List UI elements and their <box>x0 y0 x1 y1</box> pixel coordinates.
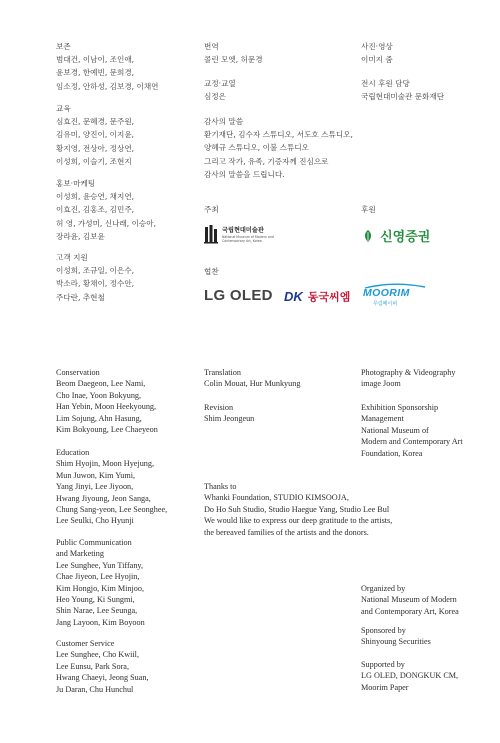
kr-translation <box>204 40 263 66</box>
kr-collaboration <box>204 265 219 278</box>
section-heading: Conservation <box>56 368 100 377</box>
section-heading: 고객 지원 <box>56 253 88 262</box>
section-heading: Sponsored by <box>361 626 406 635</box>
credit-line: 임소정, 안하성, 김보경, 이채연 <box>56 81 159 91</box>
credit-line: National Museum of <box>361 425 429 435</box>
mmca-logo-subtext: National Museum of Modern and Contemporary Art, Korea <box>222 235 274 243</box>
en-education <box>56 447 167 527</box>
section-heading: Supported by <box>361 660 405 669</box>
en-translation <box>204 367 300 390</box>
credit-line: 이성희, 조규일, 이은수, <box>56 266 135 276</box>
kr-photography <box>361 40 393 66</box>
section-heading: Public Communication <box>56 538 132 547</box>
section-heading: Organized by <box>361 584 406 593</box>
credit-line: National Museum of Modern <box>361 595 457 605</box>
credit-line: Lim Sojung, Ahn Hasung, <box>56 413 142 423</box>
dongkuk-logo-text: 동국씨엠 <box>307 290 351 304</box>
credit-line: image Joom <box>361 379 401 389</box>
credit-line: Hwang Chaeyi, Jeong Suan, <box>56 673 149 683</box>
section-heading: 사진·영상 <box>361 42 393 51</box>
credit-line: Chae Jiyeon, Lee Hyojin, <box>56 572 140 582</box>
moorim-logo <box>363 283 433 309</box>
kr-thanks <box>204 115 353 181</box>
credit-line: Modern and Contemporary Art <box>361 437 463 447</box>
en-sponsored-by <box>361 625 431 648</box>
dongkuk-mark-icon: DK <box>284 289 303 304</box>
credit-line: Whanki Foundation, STUDIO KIMSOOJA, <box>204 493 349 503</box>
credit-line: 주다란, 추현철 <box>56 292 105 302</box>
credit-line: Ju Daran, Chu Hunchul <box>56 684 134 694</box>
credit-line: Kim Bokyoung, Lee Chaeyeon <box>56 425 158 435</box>
credit-line: Heo Young, Ki Sungmi, <box>56 595 135 605</box>
credit-line: the bereaved families of the artists and the donors. <box>204 527 369 537</box>
kr-revision <box>204 77 236 103</box>
sinyoung-logo-text: 신영증권 <box>380 230 431 245</box>
credit-line: Lee Sunghee, Yun Tiffany, <box>56 560 144 570</box>
credit-line: 심효진, 문혜경, 문주원, <box>56 117 135 127</box>
credit-line: Beom Daegeon, Lee Nami, <box>56 379 146 389</box>
credit-line: 심정은 <box>204 92 227 102</box>
kr-education <box>56 102 134 168</box>
credit-line: 이성희, 이슬기, 조현지 <box>56 156 132 166</box>
dongkuk-logo <box>284 286 350 305</box>
kr-organizer <box>204 203 219 216</box>
credit-line: Han Yebin, Moon Heekyoung, <box>56 402 157 412</box>
section-heading: Revision <box>204 403 234 412</box>
en-conservation <box>56 367 158 435</box>
credit-line: Jang Layoon, Kim Boyoon <box>56 617 145 627</box>
moorim-logo-subtext: 무림페이퍼 <box>373 301 398 307</box>
section-heading: 후원 <box>361 205 376 214</box>
sinyoung-leaf-icon <box>361 229 375 243</box>
credit-line: Lee Eunsu, Park Sora, <box>56 661 129 671</box>
credit-line: Management <box>361 414 404 424</box>
lg-oled-logo: LG OLED <box>204 287 273 304</box>
mmca-logo <box>204 224 294 246</box>
credit-line: Hwang Jiyoung, Jeon Sanga, <box>56 493 151 503</box>
credit-line: and Contemporary Art, Korea <box>361 606 459 616</box>
credit-line: 환기재단, 김수자 스튜디오, 서도호 스튜디오, <box>204 130 353 140</box>
en-photography <box>361 367 455 390</box>
section-heading: 교정·교열 <box>204 79 236 88</box>
credit-line: Moorim Paper <box>361 682 409 692</box>
section-heading: 교육 <box>56 104 71 113</box>
section-heading: Education <box>56 448 90 457</box>
credit-line: Shin Narae, Lee Seunga, <box>56 606 138 616</box>
en-supported-by <box>361 659 458 693</box>
section-heading: 홍보·마케팅 <box>56 179 96 188</box>
credit-line: Cho Inae, Yoon Bokyung, <box>56 390 142 400</box>
kr-customer-service <box>56 251 134 304</box>
en-thanks <box>204 481 392 538</box>
credit-line: 양혜규 스튜디오, 이불 스튜디오 <box>204 143 310 153</box>
credit-line: Shim Jeongeun <box>204 414 255 424</box>
section-heading: Photography & Videography <box>361 368 456 377</box>
mmca-emblem-icon <box>204 224 220 244</box>
moorim-logo-text: MOORIM <box>363 287 410 299</box>
kr-sponsorship <box>361 77 444 103</box>
sinyoung-logo <box>361 225 430 245</box>
section-heading: 보존 <box>56 42 71 51</box>
credit-line: 윤보경, 한예빈, 문희경, <box>56 68 135 78</box>
mmca-logo-text: 국립현대미술관 <box>222 227 264 234</box>
section-heading: 협찬 <box>204 267 219 276</box>
credit-line: Shinyoung Securities <box>361 637 431 647</box>
en-customer-service <box>56 638 149 695</box>
en-sponsorship <box>361 402 463 459</box>
credit-line: 이성희, 윤승연, 채지연, <box>56 192 135 202</box>
credit-line: Foundation, Korea <box>361 448 423 458</box>
section-heading: Translation <box>204 368 241 377</box>
credit-line: Do Ho Suh Studio, Studio Haegue Yang, Studio Lee Bul <box>204 504 390 514</box>
section-heading: 감사의 말씀 <box>204 117 244 126</box>
section-heading: Thanks to <box>204 482 237 491</box>
section-heading: 번역 <box>204 42 219 51</box>
credit-line: 김유미, 양진이, 이지윤, <box>56 130 135 140</box>
credit-line: Lee Sunghee, Cho Kwiil, <box>56 650 139 660</box>
credit-line: 범대건, 이남이, 조인애, <box>56 55 135 65</box>
credit-line: 박소라, 황채이, 정수안, <box>56 279 135 289</box>
credit-line: Shim Hyojin, Moon Hyejung, <box>56 459 155 469</box>
kr-sponsor <box>361 203 376 216</box>
credit-line: 그리고 작가, 유족, 기증자께 진심으로 <box>204 156 329 166</box>
credit-line: We would like to express our deep gratitude to the artists, <box>204 516 393 526</box>
kr-conservation <box>56 40 159 93</box>
credit-line: 콜린 모엣, 허문경 <box>204 55 263 65</box>
en-marketing <box>56 537 145 628</box>
section-heading: Exhibition Sponsorship <box>361 403 439 412</box>
credit-line: 장라윤, 김보윤 <box>56 231 105 241</box>
credit-line: Colin Mouat, Hur Munkyung <box>204 379 301 389</box>
kr-marketing <box>56 177 156 243</box>
credit-line: and Marketing <box>56 549 104 559</box>
credit-line: Mun Juwon, Kim Yumi, <box>56 470 136 480</box>
section-heading: Customer Service <box>56 639 115 648</box>
credit-line: 이효진, 김홍조, 김민주, <box>56 205 135 215</box>
credit-line: Chung Sang-yeon, Lee Seonghee, <box>56 505 168 515</box>
credit-line: Kim Hongjo, Kim Minjoo, <box>56 583 145 593</box>
credit-line: 이미지 줌 <box>361 55 393 65</box>
credit-line: 허 영, 가성미, 신나래, 이승아, <box>56 218 157 228</box>
en-organized-by <box>361 583 459 617</box>
credit-line: 국립현대미술관 문화재단 <box>361 92 445 102</box>
section-heading: 전시 후원 담당 <box>361 79 410 88</box>
section-heading: 주최 <box>204 205 219 214</box>
en-revision <box>204 402 254 425</box>
credit-line: Yang Jinyi, Lee Jiyoon, <box>56 482 134 492</box>
credit-line: 감사의 말씀을 드립니다. <box>204 169 285 179</box>
credit-line: 황지영, 전상아, 정상연, <box>56 143 135 153</box>
credit-line: LG OLED, DONGKUK CM, <box>361 671 459 681</box>
credit-line: Lee Seulki, Cho Hyunji <box>56 516 134 526</box>
